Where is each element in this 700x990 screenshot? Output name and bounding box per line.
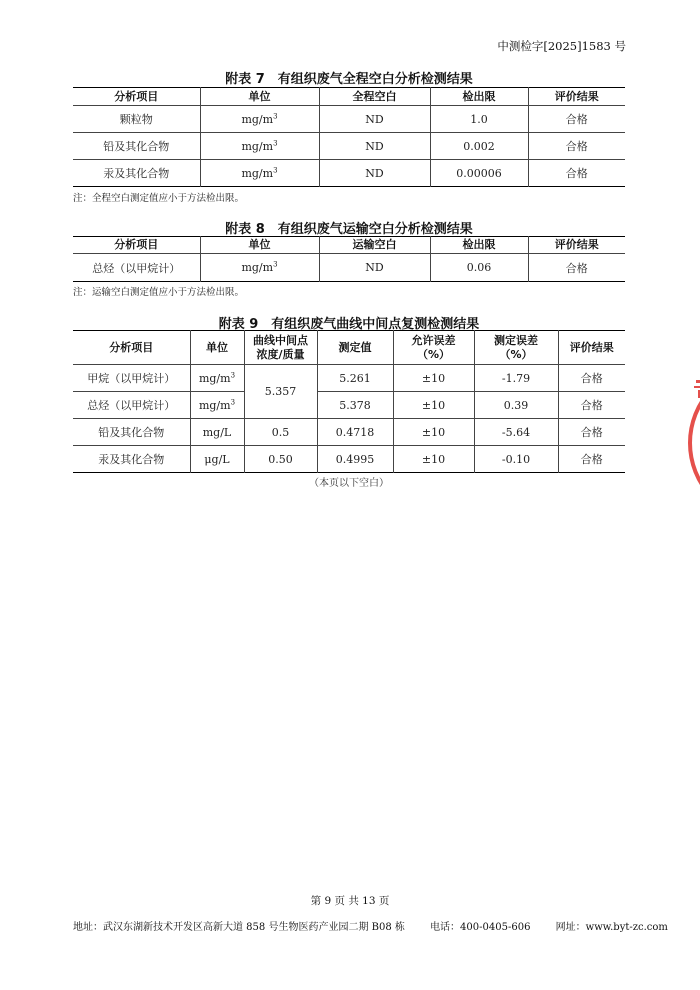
table-cell: 5.378	[317, 392, 393, 419]
table-cell: 汞及其化合物	[73, 160, 200, 187]
table-cell: ND	[319, 106, 430, 133]
table-cell: 铅及其化合物	[73, 419, 190, 446]
unit-cell: μg/L	[190, 446, 244, 473]
table8	[73, 236, 625, 282]
table7-title: 附表 7 有组织废气全程空白分析检测结果	[225, 72, 473, 87]
unit-cell: mg/L	[190, 419, 244, 446]
page-number: 第 9 页 共 13 页	[310, 895, 390, 907]
table-cell: 0.4995	[317, 446, 393, 473]
table-cell: ND	[319, 160, 430, 187]
footer	[73, 918, 668, 933]
table9-header: 评价结果	[558, 331, 625, 365]
seal-stamp-icon	[682, 368, 700, 518]
table-cell: 合格	[558, 392, 625, 419]
table-cell: -5.64	[474, 419, 558, 446]
table9-header: 测定值	[317, 331, 393, 365]
table-cell: 合格	[558, 365, 625, 392]
table-cell: 合格	[528, 133, 625, 160]
shared-conc-cell: 5.357	[244, 365, 317, 419]
table-cell: -1.79	[474, 365, 558, 392]
unit-cell: $mg/m^3$	[190, 392, 244, 419]
table7-header: 分析项目	[114, 89, 159, 103]
unit-cell: $mg/m^3$	[200, 160, 319, 187]
table9-title: 附表 9 有组织废气曲线中间点复测检测结果	[218, 317, 480, 332]
table9-header: 曲线中间点 浓度/质量	[244, 331, 317, 365]
table-cell: 合格	[528, 254, 625, 282]
table7-header-row	[73, 88, 625, 106]
report-number: 中测检字[2025]1583 号	[497, 39, 626, 53]
table-cell: 1.0	[430, 106, 528, 133]
footer-phone: 电话：400-0405-606	[430, 922, 531, 933]
table7-header: 检出限	[430, 88, 528, 106]
table-cell: ND	[319, 254, 430, 282]
table-row	[73, 106, 625, 133]
footer-website: 网址：www.byt-zc.com	[555, 922, 668, 933]
table8-header: 单位	[200, 237, 319, 254]
table-cell: 0.5	[244, 419, 317, 446]
table-cell: ND	[319, 133, 430, 160]
footer-address: 地址：武汉东湖新技术开发区高新大道 858 号生物医药产业园二期 B08 栋	[73, 922, 405, 933]
table-cell: 0.4718	[317, 419, 393, 446]
table9-header: 测定误差 （%）	[474, 331, 558, 365]
unit-cell: $mg/m^3$	[190, 365, 244, 392]
unit-cell: $mg/m^3$	[200, 133, 319, 160]
table-row	[73, 446, 625, 473]
table9-header: 单位	[190, 331, 244, 365]
table-row	[73, 419, 625, 446]
blank-page-note: （本页以下空白）	[309, 478, 389, 489]
table8-header: 检出限	[430, 237, 528, 254]
table-row	[73, 254, 625, 282]
table-cell: 汞及其化合物	[73, 446, 190, 473]
table-cell: 0.39	[474, 392, 558, 419]
table-cell: 总烃（以甲烷计）	[73, 392, 190, 419]
table9	[73, 330, 625, 473]
table-cell: ±10	[393, 392, 474, 419]
table8-title: 附表 8 有组织废气运输空白分析检测结果	[225, 222, 473, 237]
table8-header: 运输空白	[319, 237, 430, 254]
table8-header-row	[73, 237, 625, 254]
table-cell: -0.10	[474, 446, 558, 473]
table-cell: 总烃（以甲烷计）	[73, 254, 200, 282]
table8-note: 注：运输空白测定值应小于方法检出限。	[73, 287, 245, 298]
table-cell: 合格	[558, 419, 625, 446]
unit-cell: $mg/m^3$	[200, 254, 319, 282]
table9-header: 分析项目	[109, 340, 154, 354]
table-cell: 合格	[528, 160, 625, 187]
table-cell: 甲烷（以甲烷计）	[73, 365, 190, 392]
table-row	[73, 160, 625, 187]
table-row	[73, 392, 625, 419]
table-row	[73, 133, 625, 160]
unit-cell: $mg/m^3$	[200, 106, 319, 133]
table-cell: 0.06	[430, 254, 528, 282]
table-cell: ±10	[393, 446, 474, 473]
table7-header: 单位	[200, 88, 319, 106]
table-cell: 0.50	[244, 446, 317, 473]
table7-header: 全程空白	[319, 88, 430, 106]
table-cell: 颗粒物	[73, 106, 200, 133]
table9-header: 允许误差 （%）	[393, 331, 474, 365]
table-cell: 0.002	[430, 133, 528, 160]
table-cell: 5.261	[317, 365, 393, 392]
table7-note: 注：全程空白测定值应小于方法检出限。	[73, 193, 245, 204]
table-cell: 铅及其化合物	[73, 133, 200, 160]
table-row	[73, 365, 625, 392]
table-cell: ±10	[393, 419, 474, 446]
table9-header-row	[73, 331, 625, 365]
table8-header: 分析项目	[114, 238, 159, 252]
table-cell: 合格	[528, 106, 625, 133]
table7	[73, 87, 625, 187]
table-cell: 0.00006	[430, 160, 528, 187]
table8-header: 评价结果	[528, 237, 625, 254]
table-cell: 合格	[558, 446, 625, 473]
table-cell: ±10	[393, 365, 474, 392]
table7-header: 评价结果	[528, 88, 625, 106]
